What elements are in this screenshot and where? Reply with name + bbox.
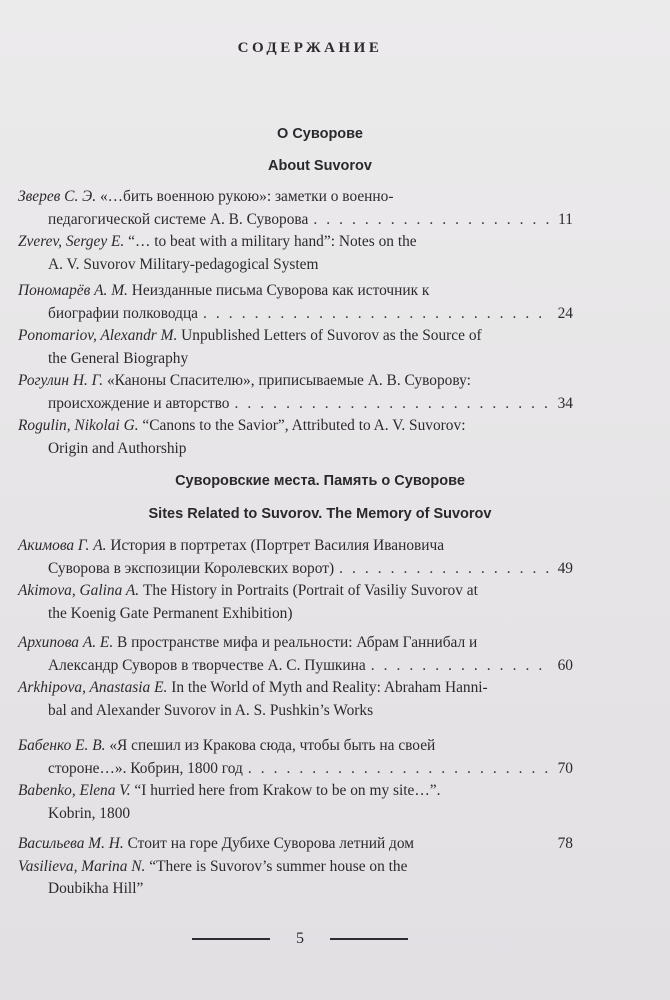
entry-page-number: 24 [557,304,573,322]
entry-ru-title-cont: стороне…». Кобрин, 1800 год [48,759,243,777]
footer-rule-right [330,938,408,940]
entry-ru-line2 [18,655,573,678]
entry-en-title-cont: bal and Alexander Suvorov in A. S. Pushkin’s Works [48,701,374,719]
entry-en-title: The History in Portraits (Portrait of Vasiliy Suvorov at [142,582,478,599]
dot-leader [313,209,549,232]
entry-en-line1 [18,325,573,348]
toc-entry [18,186,573,276]
toc-entry [18,535,573,625]
page-number: 5 [296,930,304,947]
section-title-en: Sites Related to Suvorov. The Memory of Suvorov [148,506,492,522]
entry-ru-line1 [18,370,573,393]
entry-en-line2 [18,878,573,901]
entry-en-line1 [18,231,573,254]
entry-en-author: Arkhipova, Anastasia E. [18,679,168,696]
entry-en-title-cont: Doubikha Hill” [48,880,144,897]
entry-en-author: Rogulin, Nikolai G. [18,417,139,434]
entry-ru-line2 [18,209,573,232]
entry-ru-title: История в портретах (Портрет Василия Ивановича [110,537,445,554]
entry-en-line2 [18,348,573,371]
entry-en-author: Zverev, Sergey E. [18,233,125,250]
entry-en-title-cont: A. V. Suvorov Military-pedagogical System [48,255,319,273]
entry-en-title-cont: the General Biography [48,349,189,367]
footer-rule-left [192,938,270,940]
section-title-ru: Суворовские места. Память о Суворове [175,473,465,489]
dot-leader [248,758,549,781]
entry-ru-title-cont: происхождение и авторство [48,394,230,412]
toc-entry [18,632,573,722]
entry-en-title: “… to beat with a military hand”: Notes on the [128,233,417,250]
entry-page-number: 11 [558,210,573,228]
entry-page-number: 70 [557,759,573,777]
entry-ru-title: Неизданные письма Суворова как источник к [131,282,430,299]
entry-ru-author: Бабенко Е. В. [18,737,106,754]
entry-en-title: “I hurried here from Krakow to be on my site…”. [134,782,441,799]
entry-ru-line2 [18,758,573,781]
page-footer [0,930,600,948]
entry-ru-author: Зверев С. Э. [18,188,97,205]
entry-ru-author: Пономарёв А. М. [18,282,128,299]
entry-ru-line1 [18,735,573,758]
entry-ru-title: «Каноны Спасителю», приписываемые А. В. Суворову: [106,372,471,389]
entry-en-line1 [18,780,573,803]
entry-ru-title-cont: Александр Суворов в творчестве А. С. Пушкина [48,656,366,674]
entry-page-number: 49 [557,559,573,577]
dot-leader [203,303,549,326]
entry-en-line1 [18,415,573,438]
entry-ru-title-cont: биографии полководца [48,304,199,322]
entry-en-author: Babenko, Elena V. [18,782,131,799]
entry-en-title: “Canons to the Savior”, Attributed to A. V. Suvorov: [142,417,466,434]
entry-en-author: Ponomariov, Alexandr M. [18,327,178,344]
dot-leader [235,393,550,416]
entry-en-title-cont: the Koenig Gate Permanent Exhibition) [48,604,293,622]
entry-en-line2 [18,603,573,626]
entry-en-title-cont: Kobrin, 1800 [48,804,131,822]
entry-en-title: “There is Suvorov’s summer house on the [149,857,408,875]
entry-ru-title-cont: Суворова в экспозиции Королевских ворот) [48,559,335,577]
entry-en-line2 [18,438,573,461]
dot-leader [371,655,549,678]
entry-en-line2 [18,254,573,277]
toc-entry [18,280,573,370]
entry-ru-line1 [18,535,573,558]
toc-entry [18,370,573,460]
entry-en-line1 [18,580,573,603]
entry-page-number: 60 [557,656,573,674]
dot-leader [339,558,549,581]
entry-ru-title: «…бить военною рукою»: заметки о военно- [99,188,394,205]
entry-ru-title-cont: педагогической системе А. В. Суворова [48,210,309,228]
entry-ru-author: Архипова А. Е. [18,634,114,651]
entry-en-title: Unpublished Letters of Suvorov as the Source of [181,327,482,344]
toc-entry [18,833,573,901]
entry-en-author: Vasilieva, Marina N. [18,857,146,875]
entry-page-number: 78 [557,835,573,852]
entry-en-author: Akimova, Galina A. [18,582,140,599]
entry-ru-line2 [18,303,573,326]
entry-ru-author: Рогулин Н. Г. [18,372,104,389]
entry-en-line1 [18,677,573,700]
entry-ru-line1 [18,833,573,856]
entry-ru-title: Стоит на горе Дубихе Суворова летний дом [127,835,415,852]
entry-en-title: In the World of Myth and Reality: Abraham Hanni- [171,679,488,696]
entry-en-title-cont: Origin and Authorship [48,439,187,457]
entry-ru-title: В пространстве мифа и реальности: Абрам Ганнибал и [117,634,478,651]
entry-page-number: 34 [557,394,573,412]
entry-ru-line1 [18,186,573,209]
entry-ru-author: Васильева М. Н. [18,835,124,852]
entry-ru-line1 [18,632,573,655]
section-title-en: About Suvorov [268,158,372,174]
toc-entry [18,735,573,825]
entry-ru-line1 [18,280,573,303]
entry-en-line2 [18,700,573,723]
entry-ru-title: «Я спешил из Кракова сюда, чтобы быть на своей [109,737,436,754]
entry-en-line2 [18,803,573,826]
entry-ru-author: Акимова Г. А. [18,537,107,554]
entry-en-line1 [18,856,573,879]
entry-ru-line2 [18,393,573,416]
toc-heading: СОДЕРЖАНИЕ [237,40,383,56]
section-title-ru: О Суворове [277,126,363,142]
entry-ru-line2 [18,558,573,581]
